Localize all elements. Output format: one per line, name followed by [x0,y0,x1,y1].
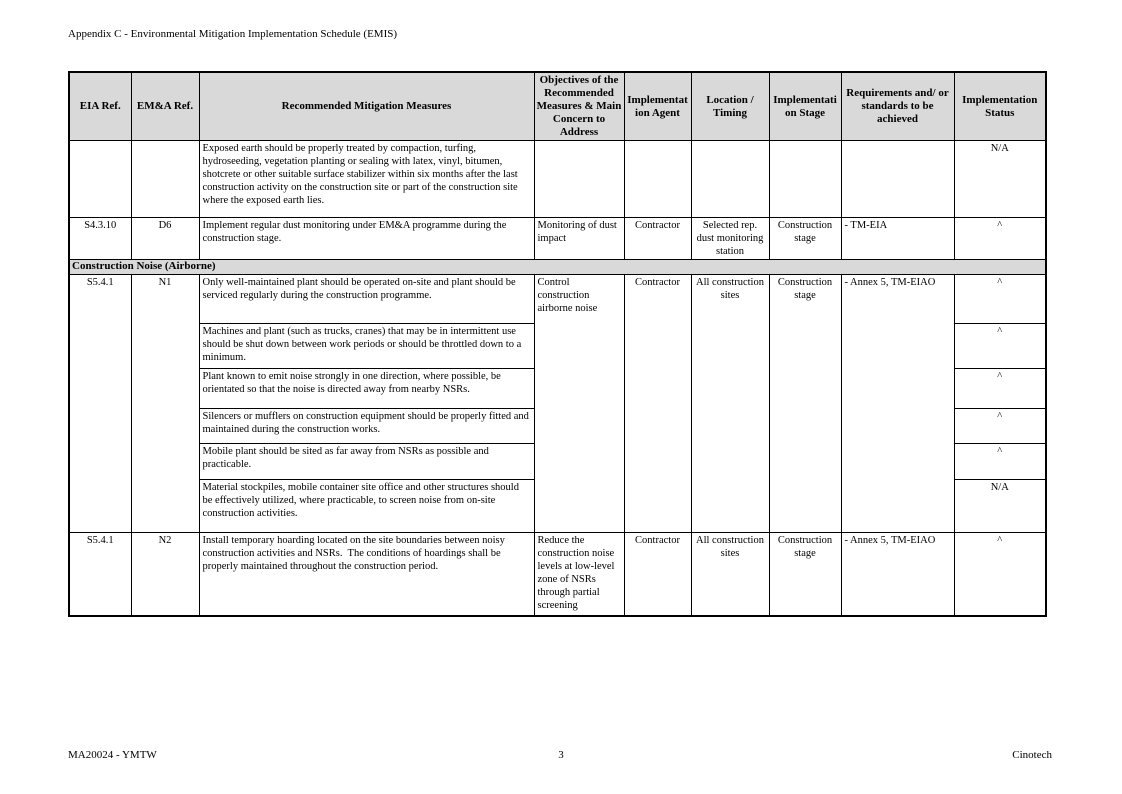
table-row-d6 [69,218,1046,260]
col-header-ema-ref: EM&A Ref. [131,72,199,141]
col-header-objectives: Objectives of the Recommended Measures & Main Concern to Address [534,72,624,141]
cell-agent: Contractor [624,533,691,616]
cell-stage: Construction stage [769,218,841,260]
cell-location: All construction sites [691,533,769,616]
cell-ema-ref: N2 [131,533,199,616]
cell-requirements [841,141,954,218]
section-title: Construction Noise (Airborne) [69,260,1046,275]
cell-location [691,141,769,218]
col-header-agent: Implementation Agent [624,72,691,141]
footer-company: Cinotech [1012,749,1052,761]
cell-eia-ref: S5.4.1 [69,275,131,533]
cell-ema-ref: N1 [131,275,199,533]
col-header-measures: Recommended Mitigation Measures [199,72,534,141]
cell-status: ^ [954,275,1046,324]
cell-status: ^ [954,218,1046,260]
page-title: Appendix C - Environmental Mitigation Implementation Schedule (EMIS) [68,28,398,40]
header-row [69,72,1046,141]
cell-status: N/A [954,480,1046,533]
col-header-requirements: Requirements and/ or standards to be achieved [841,72,954,141]
col-header-eia-ref: EIA Ref. [69,72,131,141]
cell-agent: Contractor [624,275,691,533]
cell-requirements: - TM-EIA [841,218,954,260]
section-row [69,260,1046,275]
cell-measure: Plant known to emit noise strongly in one direction, where possible, be orientated so that the noise is directed away from nearby NSRs. [199,369,534,409]
cell-location: All construction sites [691,275,769,533]
footer-doc-ref: MA20024 - YMTW [68,749,157,761]
cell-status: ^ [954,444,1046,480]
cell-measure: Exposed earth should be properly treated by compaction, turfing, hydroseeding, vegetation planting or sealing with latex, vinyl, bitumen, shotcrete or other suitable surface stabilizer within six months after the last construction activity on the construction site or part of the construction site where the exposed earth lies. [199,141,534,218]
cell-ema-ref [131,141,199,218]
col-header-location: Location / Timing [691,72,769,141]
cell-measure: Install temporary hoarding located on the site boundaries between noisy construction activities and NSRs. The conditions of hoardings shall be properly maintained throughout the construction period. [199,533,534,616]
cell-status: N/A [954,141,1046,218]
cell-measure: Machines and plant (such as trucks, cranes) that may be in intermittent use should be shut down between work periods or should be throttled down to a minimum. [199,324,534,369]
cell-stage: Construction stage [769,275,841,533]
cell-eia-ref: S5.4.1 [69,533,131,616]
footer-page-number: 3 [558,749,564,761]
cell-objective: Control construction airborne noise [534,275,624,533]
cell-eia-ref [69,141,131,218]
cell-status: ^ [954,533,1046,616]
cell-stage: Construction stage [769,533,841,616]
col-header-status: Implementation Status [954,72,1046,141]
cell-status: ^ [954,409,1046,444]
cell-objective: Monitoring of dust impact [534,218,624,260]
cell-objective: Reduce the construction noise levels at low-level zone of NSRs through partial screening [534,533,624,616]
cell-eia-ref: S4.3.10 [69,218,131,260]
cell-measure: Implement regular dust monitoring under EM&A programme during the construction stage. [199,218,534,260]
cell-status: ^ [954,324,1046,369]
table-row-continued [69,141,1046,218]
cell-requirements: - Annex 5, TM-EIAO [841,533,954,616]
cell-measure: Only well-maintained plant should be operated on-site and plant should be serviced regularly during the construction programme. [199,275,534,324]
cell-location: Selected rep. dust monitoring station [691,218,769,260]
cell-ema-ref: D6 [131,218,199,260]
table-row-n1-1 [69,275,1046,324]
cell-agent: Contractor [624,218,691,260]
cell-measure: Silencers or mufflers on construction equipment should be properly fitted and maintained during the construction works. [199,409,534,444]
cell-measure: Material stockpiles, mobile container site office and other structures should be effectively utilized, where practicable, to screen noise from on-site construction activities. [199,480,534,533]
cell-objective [534,141,624,218]
emis-table [68,71,1047,617]
cell-requirements: - Annex 5, TM-EIAO [841,275,954,533]
cell-agent [624,141,691,218]
cell-stage [769,141,841,218]
cell-status: ^ [954,369,1046,409]
cell-measure: Mobile plant should be sited as far away from NSRs as possible and practicable. [199,444,534,480]
table-row-n2 [69,533,1046,616]
col-header-stage: Implementation Stage [769,72,841,141]
